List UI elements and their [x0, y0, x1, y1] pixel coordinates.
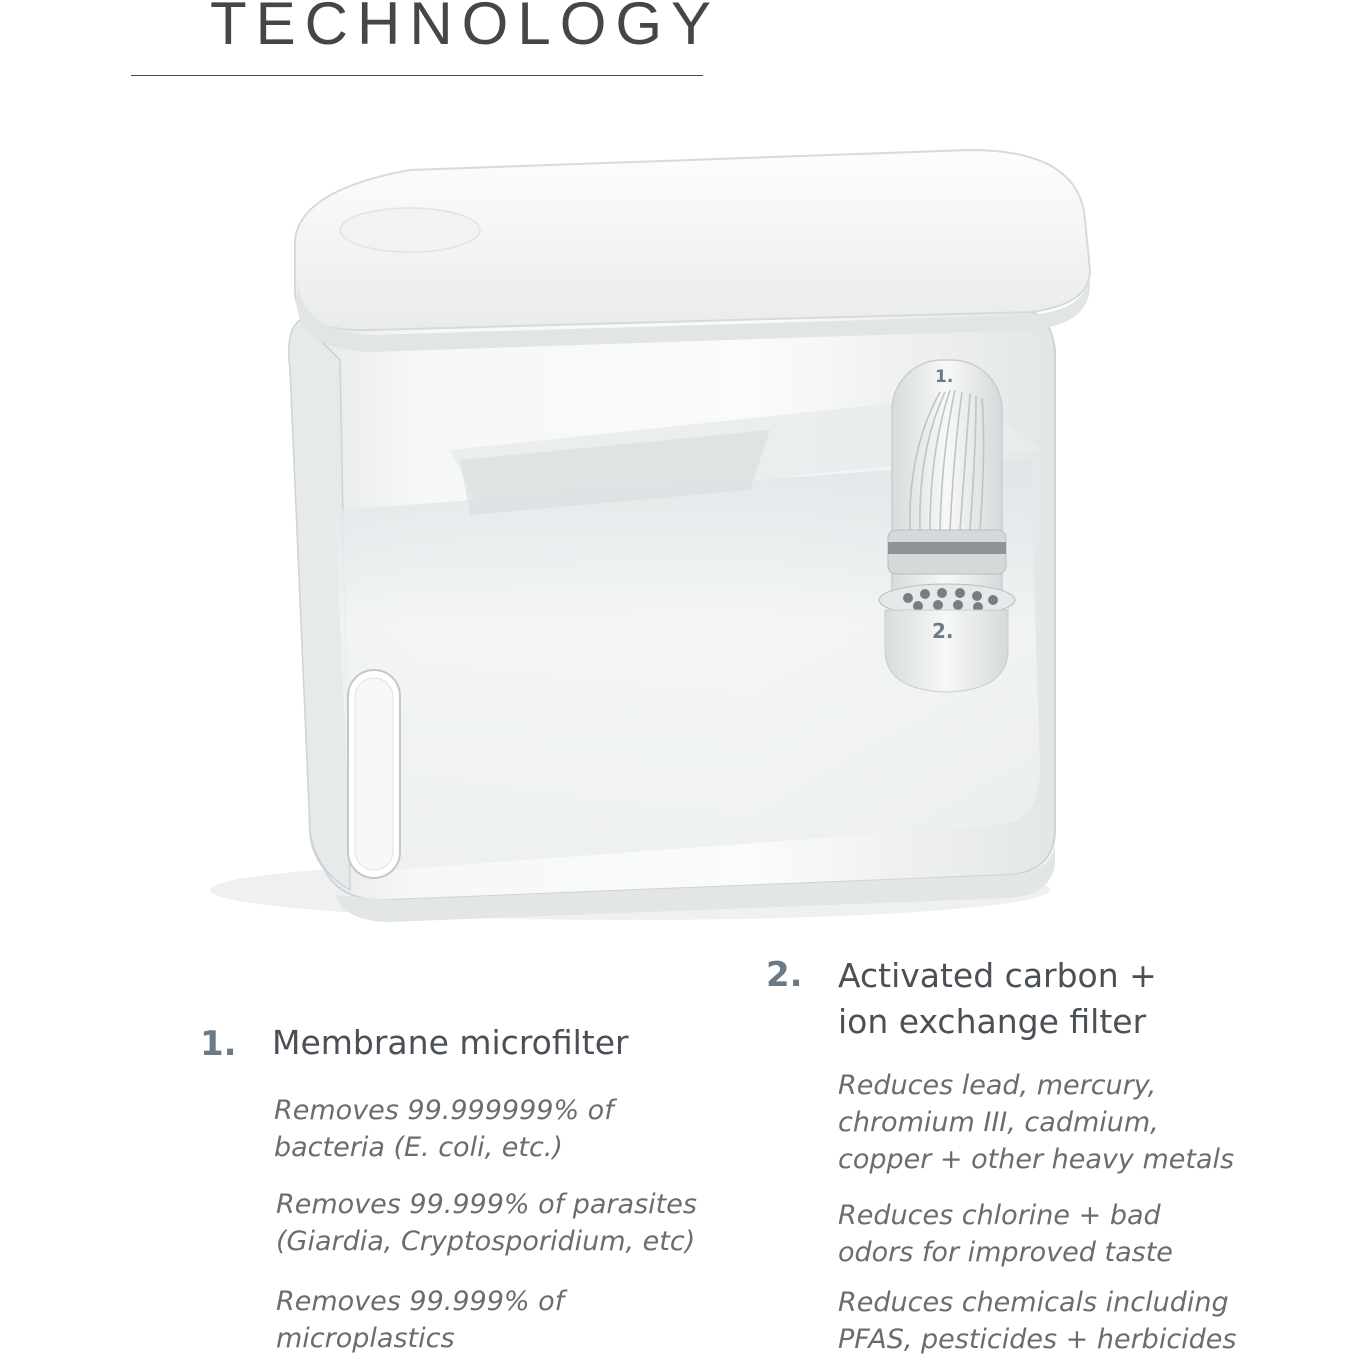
- step-1-item-3: Removes 99.999% of microplastics: [276, 1286, 565, 1354]
- filter-stage-1-label: 1.: [935, 367, 954, 387]
- step-1-number: 1.: [200, 1024, 237, 1064]
- step-2-item-2: Reduces chlorine + bad odors for improved taste: [838, 1200, 1173, 1268]
- title-divider: [131, 75, 703, 76]
- step-2-heading: Activated carbon + ion exchange filter: [838, 956, 1157, 1041]
- page-title: TECHNOLOGY: [210, 0, 721, 57]
- step-2-item-3: Reduces chemicals including PFAS, pesticides + herbicides: [838, 1287, 1237, 1355]
- lid-fill-cap: [340, 208, 480, 252]
- filter-stage-2-label: 2.: [932, 619, 954, 643]
- step-1-item-1: Removes 99.999999% of bacteria (E. coli, etc.): [274, 1095, 614, 1163]
- step-2-item-1: Reduces lead, mercury, chromium III, cadmium, copper + other heavy metals: [838, 1070, 1235, 1175]
- filter-cartridge: [879, 360, 1015, 692]
- step-2-number: 2.: [766, 955, 803, 995]
- step-1-item-2: Removes 99.999% of parasites (Giardia, Cryptosporidium, etc): [276, 1189, 697, 1257]
- step-1-heading: Membrane microfilter: [272, 1023, 629, 1062]
- water-dispenser-illustration: [150, 130, 1230, 930]
